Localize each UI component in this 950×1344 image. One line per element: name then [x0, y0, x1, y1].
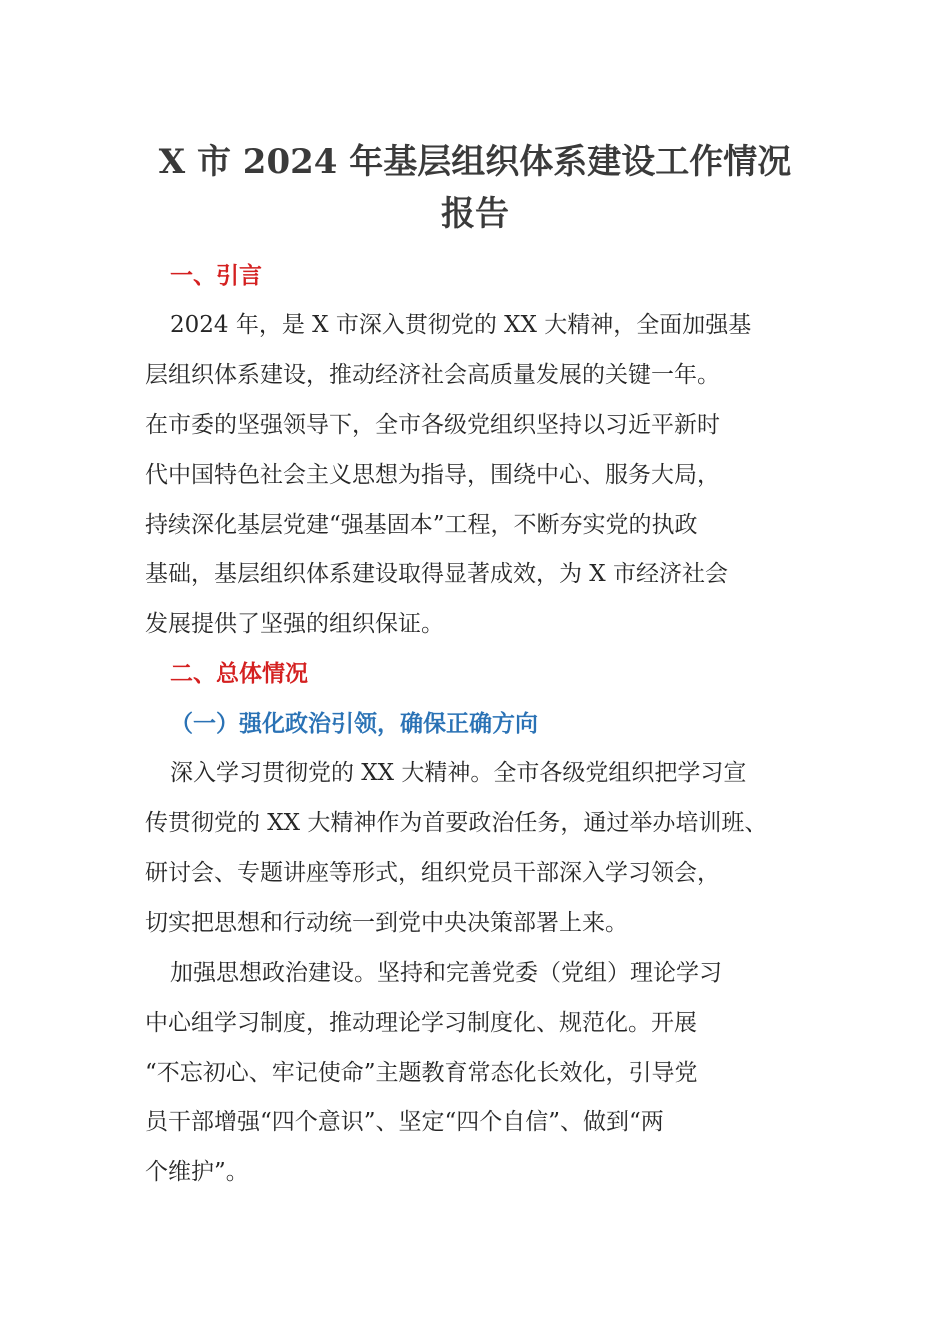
- intro-line: 在市委的坚强领导下，全市各级党组织坚持以习近平新时: [145, 412, 720, 438]
- paragraph-line: 员干部增强“四个意识”、坚定“四个自信”、做到“两: [145, 1109, 664, 1135]
- paragraph-line: 传贯彻党的 XX 大精神作为首要政治任务，通过举办培训班、: [145, 810, 768, 836]
- intro-line: 层组织体系建设，推动经济社会高质量发展的关键一年。: [145, 362, 720, 388]
- paragraph-line: 切实把思想和行动统一到党中央决策部署上来。: [145, 910, 628, 936]
- subsection-heading-1: （一）强化政治引领，确保正确方向: [170, 710, 538, 737]
- section-heading-intro: 一、引言: [170, 263, 262, 289]
- paragraph-line: 中心组学习制度，推动理论学习制度化、规范化。开展: [145, 1010, 697, 1036]
- paragraph-line: 加强思想政治建设。坚持和完善党委（党组）理论学习: [170, 960, 722, 986]
- paragraph-line: “不忘初心、牢记使命”主题教育常态化长效化，引导党: [145, 1060, 698, 1086]
- paragraph-line: 个维护”。: [145, 1159, 249, 1185]
- section-heading-overall: 二、总体情况: [170, 661, 308, 687]
- paragraph-line: 研讨会、专题讲座等形式，组织党员干部深入学习领会，: [145, 860, 720, 886]
- intro-line: 发展提供了坚强的组织保证。: [145, 611, 444, 637]
- intro-line: 基础，基层组织体系建设取得显著成效，为 X 市经济社会: [145, 561, 728, 587]
- document-title-line-2: 报告: [441, 194, 509, 234]
- intro-line: 持续深化基层党建“强基固本”工程，不断夯实党的执政: [145, 512, 698, 538]
- intro-line: 代中国特色社会主义思想为指导，围绕中心、服务大局，: [145, 462, 720, 488]
- paragraph-line: 深入学习贯彻党的 XX 大精神。全市各级党组织把学习宣: [170, 760, 747, 786]
- document-title-line-1: X 市 2024 年基层组织体系建设工作情况: [158, 142, 792, 182]
- intro-line: 2024 年，是 X 市深入贯彻党的 XX 大精神，全面加强基: [170, 312, 752, 338]
